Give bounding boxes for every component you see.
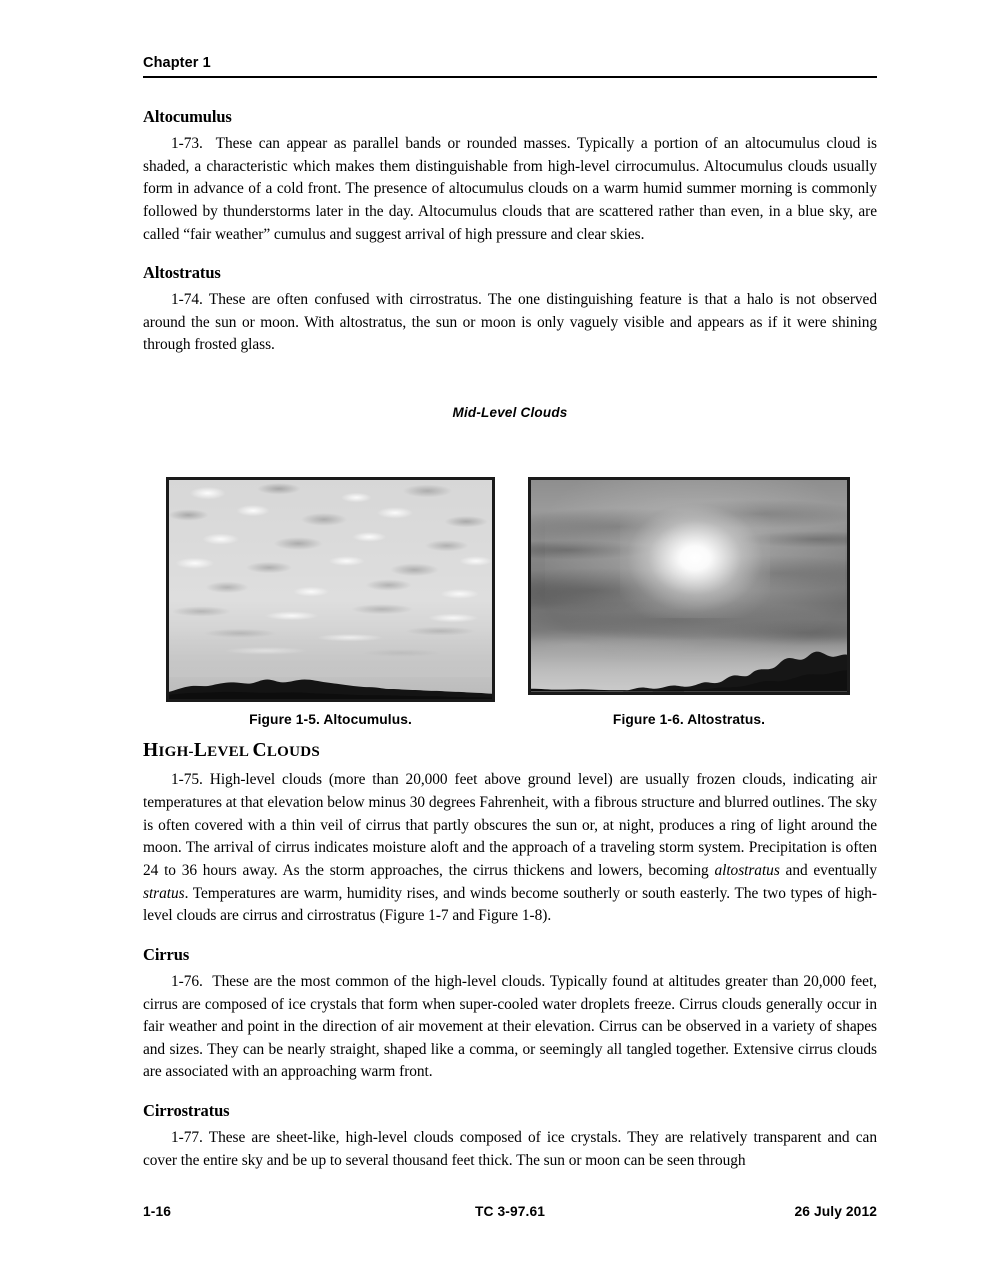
altostratus-treeline-silhouette [531,645,847,692]
page-header [143,56,877,78]
paragraph-text-1-75-part3: . Temperatures are warm, humidity rises, and winds become southerly or south easterly. The two types of high-level clouds are cirrus and cirrostratus (Figure 1-7 and Figure 1-8). [143,884,877,925]
figure-caption-1-6: Figure 1-6. Altostratus. [612,712,766,727]
figure-caption-1-5: Figure 1-5. Altocumulus. [249,712,412,727]
paragraph-text-1-75-part1: High-level clouds (more than 20,000 feet above ground level) are usually frozen clouds, indicating air temperatures at that elevation below minus 30 degrees Fahrenheit, with a fibrous structure and blurred outlines. The sky is often covered with a thin veil of cirrus that partly obscures the sun or, at night, produces a ring of light around the moon. The arrival of cirrus indicates moisture aloft and the approach of a traveling storm system. Precipitation is often 24 to 36 hours away. As the storm approaches, the cirrus thickens and lowers, becoming [143,771,877,879]
chapter-label: Chapter 1 [143,55,211,71]
spacer [143,1088,877,1102]
heading-cap-h: H [143,740,159,761]
figure-group-title: Mid-Level Clouds [452,405,568,420]
paragraph-1-75 [143,769,877,927]
heading-rest-louds: LOUDS [266,744,321,760]
heading-cap-l: L [193,740,208,761]
figure-image-altostratus [528,477,850,695]
header-rule [143,76,877,78]
paragraph-1-74 [143,289,877,357]
emphasis-stratus: stratus [143,884,185,902]
paragraph-text-1-73: These can appear as parallel bands or rounded masses. Typically a portion of an altocumulus cloud is shaded, a characteristic which makes them distinguishable from high-level cirrocumulus. Altocumulus clouds usually form in advance of a cold front. The presence of altocumulus clouds on a warm humid summer morning is commonly followed by thunderstorms later in the day. Altocumulus clouds that are scattered rather than even, in a blue sky, are called “fair weather” cumulus and suggest arrival of high pressure and clear skies. [143,134,877,243]
heading-cirrostratus: Cirrostratus [143,1101,230,1121]
heading-hyphen: - [188,744,194,760]
paragraph-number-1-74: 1-74. [171,291,203,309]
figure-image-altocumulus [166,477,495,702]
spacer [143,250,877,264]
paragraph-text-1-77: These are sheet-like, high-level clouds composed of ice crystals. They are relatively transparent and can cover the entire sky and be up to several thousand feet thick. The sun or moon can be seen through [143,1129,877,1169]
page-footer [143,1204,877,1219]
heading-rest-evel: EVEL [207,744,249,760]
paragraph-1-73 [143,133,877,246]
paragraph-1-77 [143,1127,877,1172]
lower-body-column [143,740,877,1172]
altostratus-photo-content [531,480,847,692]
figure-row [143,440,877,727]
paragraph-text-1-74: These are often confused with cirrostratus. The one distinguishing feature is that a halo is not observed around the sun or moon. With altostratus, the sun or moon is only vaguely visible and appears as if it were shining through frosted glass. [143,291,877,354]
footer-date: 26 July 2012 [794,1204,877,1219]
altostratus-sun-disc [620,498,770,618]
heading-altocumulus: Altocumulus [143,107,232,126]
paragraph-number-1-75: 1-75. [171,771,203,789]
paragraph-text-1-75-part2: and eventually [779,861,877,879]
heading-high-level-clouds [143,740,877,762]
footer-document-id: TC 3-97.61 [474,1204,546,1219]
heading-rest-igh: IGH [158,744,189,760]
paragraph-number-1-77: 1-77. [171,1129,203,1147]
altocumulus-photo-content [169,480,492,699]
footer-page-number: 1-16 [143,1204,172,1219]
paragraph-1-76 [143,971,877,1084]
upper-body-column [143,108,877,357]
paragraph-number-1-73: 1-73. [171,134,203,152]
altocumulus-treeline-silhouette [169,671,492,699]
spacer [143,932,877,946]
heading-altostratus: Altostratus [143,263,221,283]
heading-cirrus: Cirrus [143,944,190,964]
paragraph-text-1-76: These are the most common of the high-level clouds. Typically found at altitudes greater than 20,000 feet, cirrus are composed of ice crystals that form when super-cooled water droplets freeze. Cirrus clouds generally occur in fair weather and point in the direction of air movement at their elevation. Cirrus can be observed in a variety of shapes and sizes. They can be nearly straight, shaped like a comma, or seemingly all tangled together. Extensive cirrus clouds are associated with an approaching warm front. [143,972,877,1081]
paragraph-number-1-76: 1-76. [171,972,203,990]
heading-cap-c: C [252,740,267,761]
figure-group-mid-level-clouds [143,405,877,727]
emphasis-altostratus: altostratus [714,861,780,879]
